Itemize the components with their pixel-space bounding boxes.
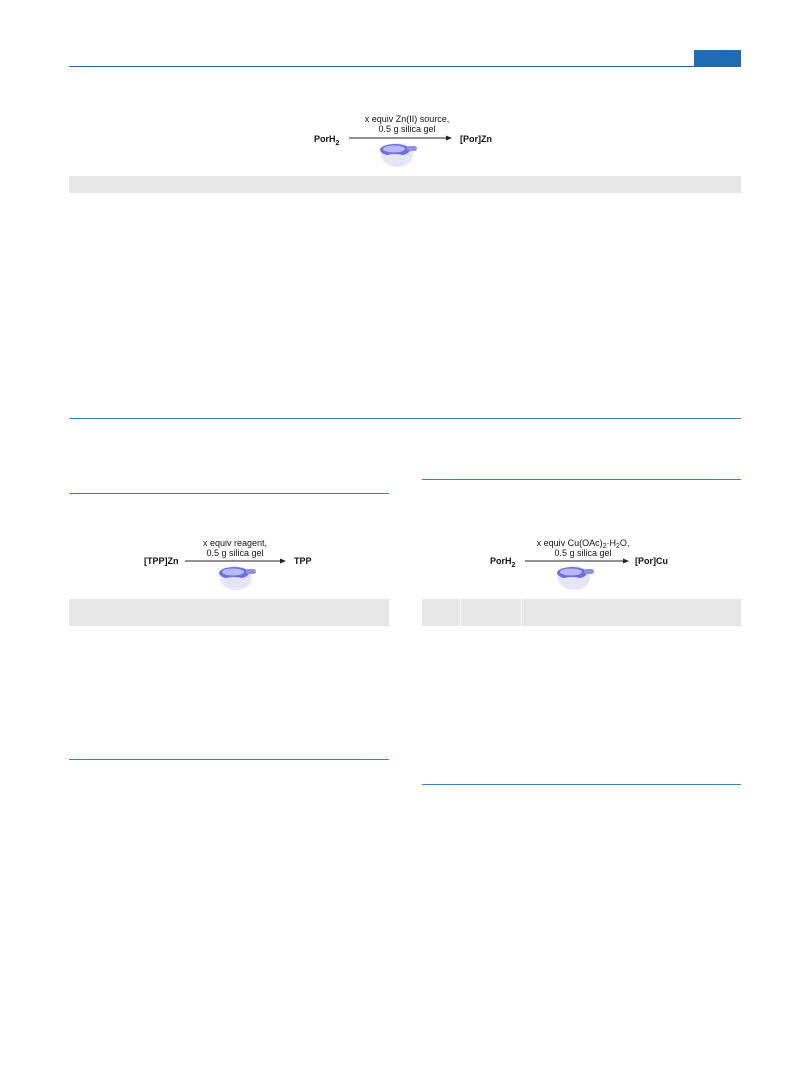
scheme3-condition-line1-subscript: 2 bbox=[602, 543, 607, 550]
scheme3-reactant-subscript: 2 bbox=[511, 562, 516, 569]
scheme3-arrowhead bbox=[623, 559, 629, 564]
table3-header bbox=[422, 599, 741, 626]
table2-header bbox=[69, 599, 389, 626]
scheme2-arrowhead bbox=[280, 559, 286, 564]
header-tab bbox=[694, 50, 741, 66]
svg-text:PorH2 bbox=[314, 134, 340, 147]
header-rule bbox=[69, 66, 741, 67]
scheme3-condition-line1-subscript2: 2 bbox=[616, 543, 620, 550]
mortar-and-pestle-icon bbox=[219, 566, 256, 590]
scheme3-condition-line1-a: x equiv Cu(OAc) bbox=[536, 538, 603, 548]
table1-header bbox=[69, 176, 741, 193]
mortar-and-pestle-icon bbox=[380, 143, 417, 167]
mortar-and-pestle-icon bbox=[557, 566, 594, 590]
scheme3-condition-line1-c: O, bbox=[619, 538, 630, 548]
scheme1-condition-line1: x equiv Zn(II) source, bbox=[364, 114, 450, 124]
scheme3-condition-line1-b: ·H bbox=[606, 538, 617, 548]
scheme1-condition-line2: 0.5 g silica gel bbox=[378, 124, 436, 134]
scheme-zinc-insertion bbox=[300, 108, 520, 170]
scheme-demetalation bbox=[130, 532, 340, 594]
svg-text:PorH2 bbox=[490, 556, 516, 569]
scheme1-product: [Por]Zn bbox=[460, 134, 492, 144]
table2-bottom-rule bbox=[69, 759, 389, 760]
table3-header-divider-1 bbox=[460, 599, 461, 626]
scheme2-product: TPP bbox=[294, 556, 312, 566]
scheme1-reactant-subscript: 2 bbox=[335, 140, 340, 147]
table3-bottom-rule bbox=[422, 784, 741, 785]
scheme1-reactant: PorH bbox=[314, 134, 336, 144]
scheme3-product: [Por]Cu bbox=[635, 556, 668, 566]
scheme-copper-insertion bbox=[478, 532, 698, 594]
table1-bottom-rule bbox=[69, 418, 741, 419]
scheme3-condition-line2: 0.5 g silica gel bbox=[554, 548, 612, 558]
table2-top-rule bbox=[69, 493, 389, 494]
table3-top-rule bbox=[422, 479, 741, 480]
scheme2-condition-line2: 0.5 g silica gel bbox=[206, 548, 264, 558]
table3-header-divider-2 bbox=[521, 599, 522, 626]
scheme2-reactant: [TPP]Zn bbox=[144, 556, 179, 566]
scheme3-reactant: PorH bbox=[490, 556, 512, 566]
scheme1-arrowhead bbox=[446, 136, 452, 141]
scheme2-condition-line1: x equiv reagent, bbox=[202, 538, 268, 548]
